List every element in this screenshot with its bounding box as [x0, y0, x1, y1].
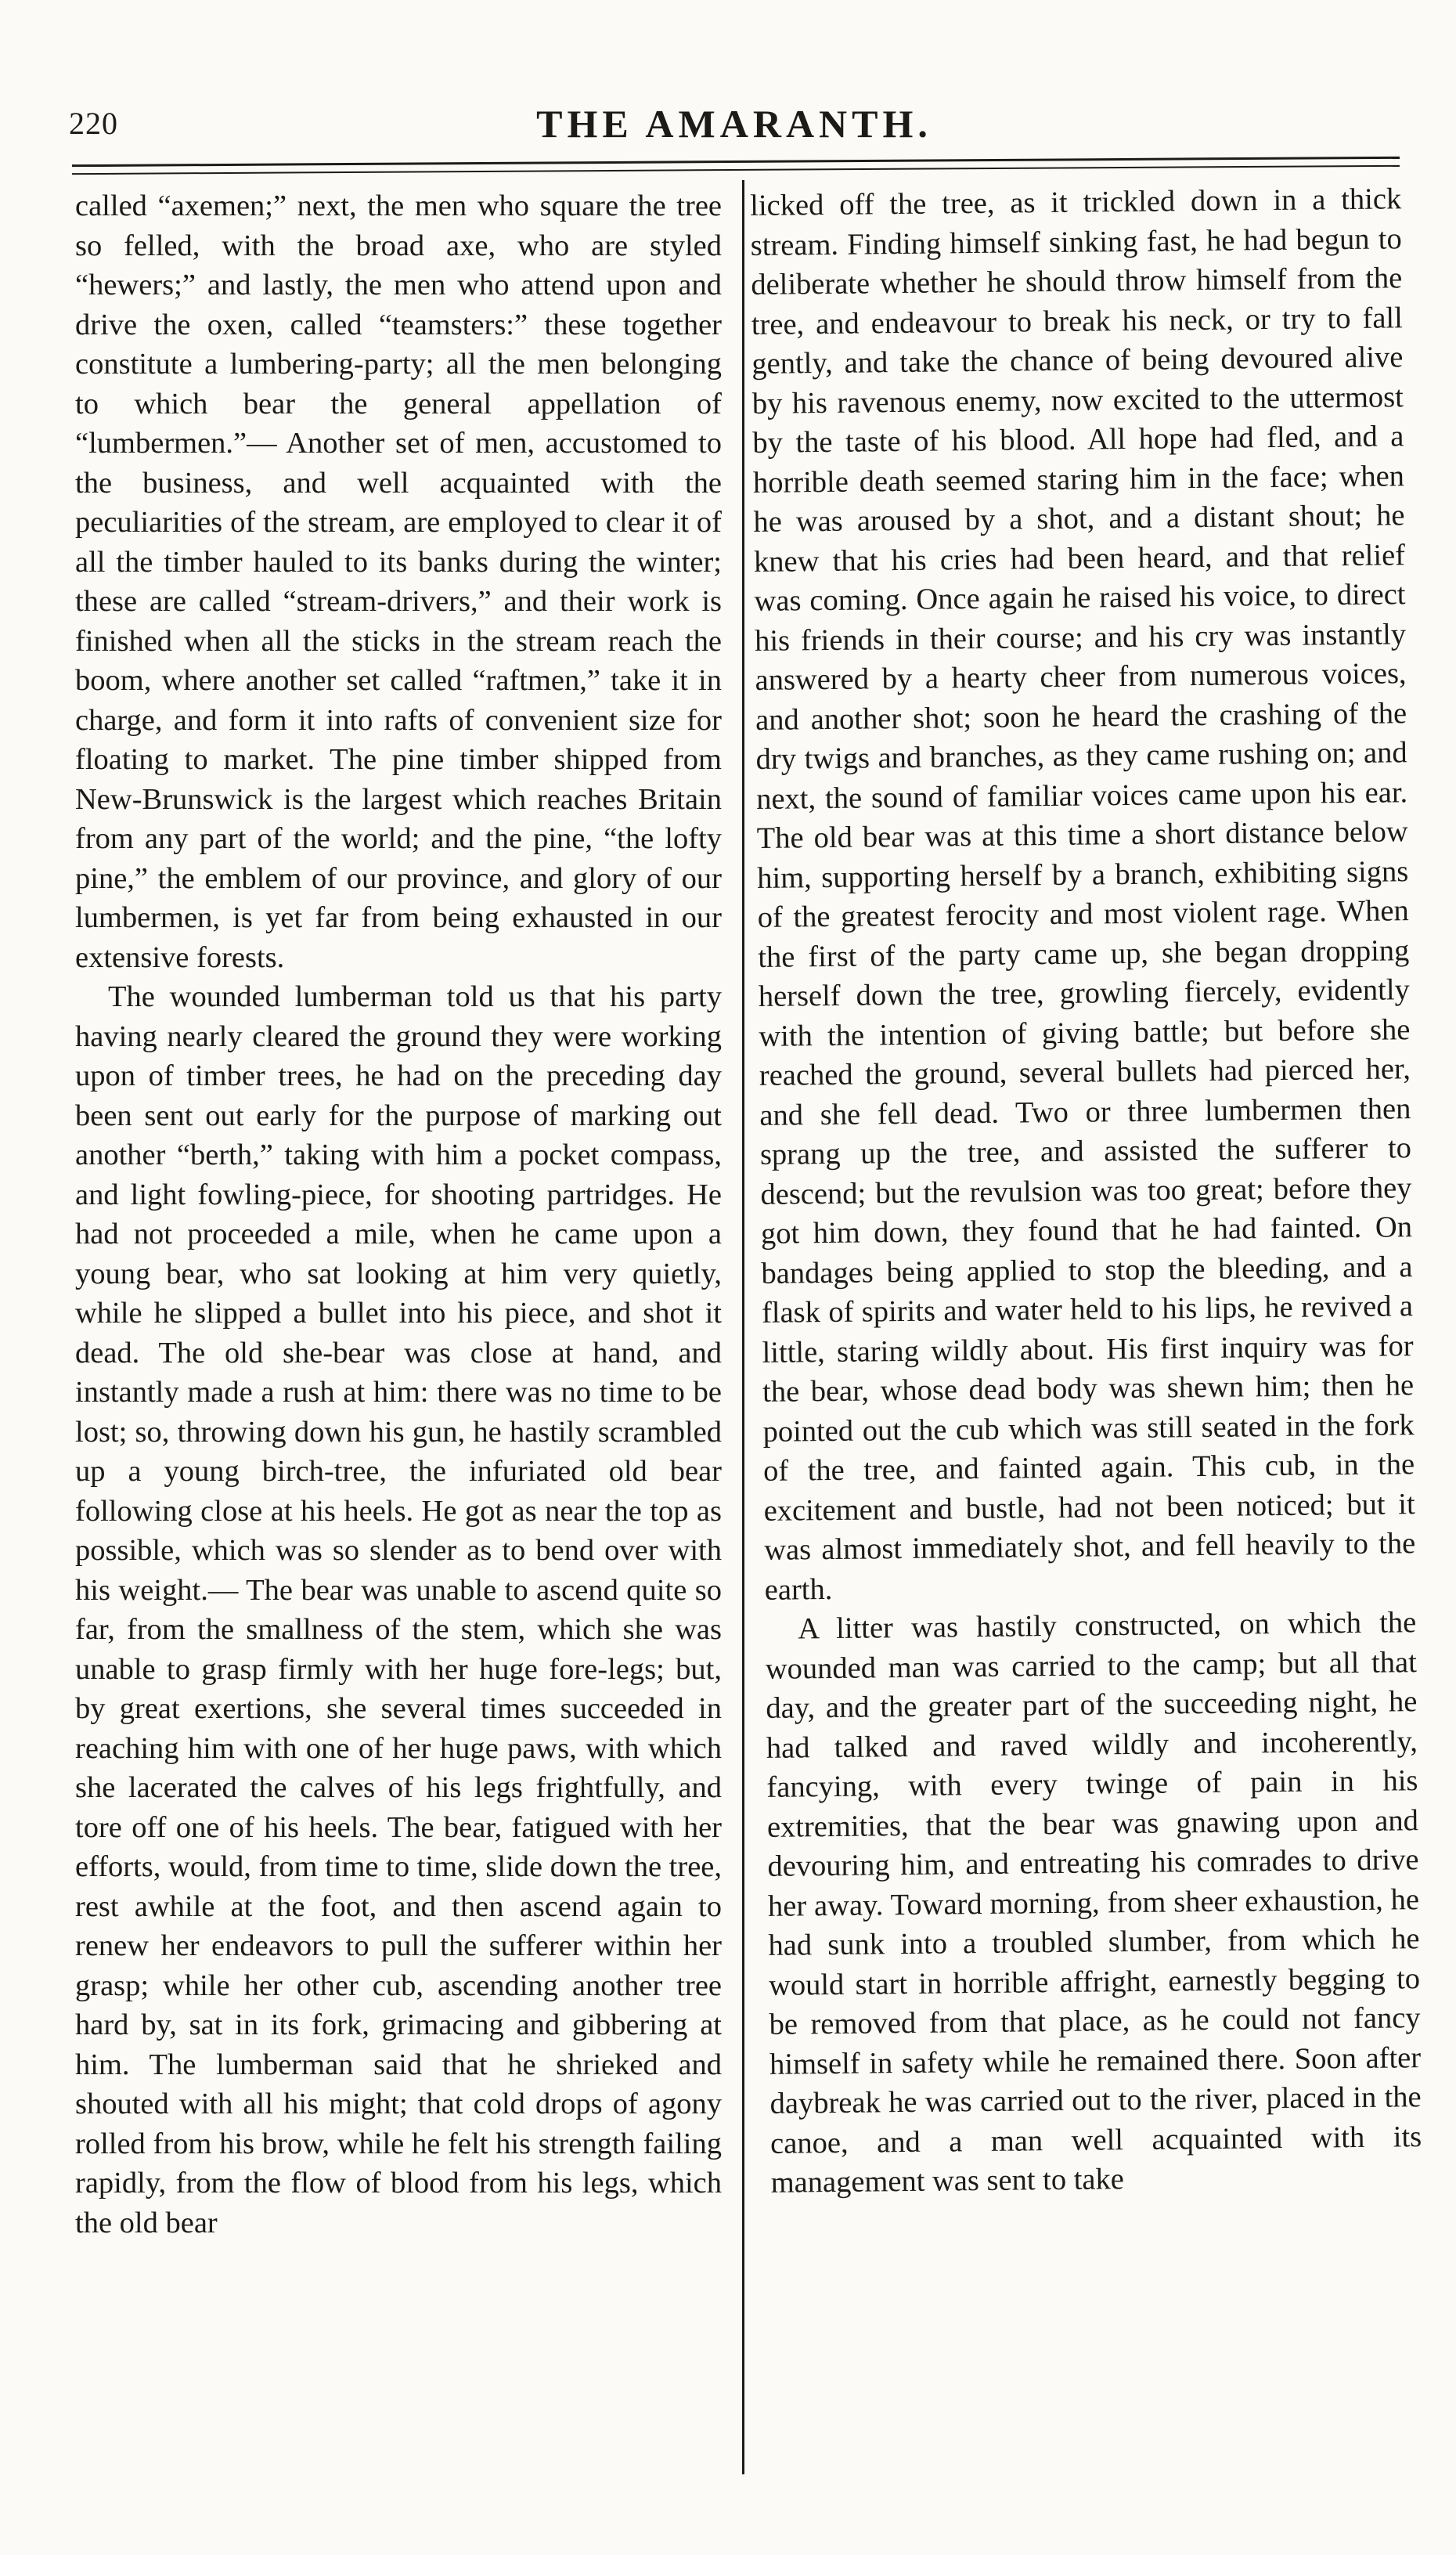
running-title: THE AMARANTH.	[536, 102, 932, 146]
right-column	[750, 179, 1422, 2203]
column-divider	[742, 180, 744, 2474]
paragraph: licked off the tree, as it trickled down in a thick stream. Finding himself sinking fast, he had begun to deliberate whether he should throw himself from the tree, and endeavour to break his neck, or try to fall gently, and take the chance of being devoured alive by his ravenous enemy, now excited to the uttermost by the taste of his blood. All hope had fled, and a horrible death seemed staring him in the face; when he was aroused by a shot, and a distant shout; he knew that his cries had been heard, and that relief was coming. Once again he raised his voice, to direct his friends in their course; and his cry was instantly answered by a hearty cheer from numerous voices, and another shot; soon he heard the crashing of the dry twigs and branches, as they came rushing on; and next, the sound of familiar voices came upon his ear. The old bear was at this time a short distance below him, supporting herself by a branch, exhibiting signs of the greatest ferocity and most violent rage. When the first of the party came up, she began dropping herself down the tree, growling fiercely, evidently with the intention of giving battle; but before she reached the ground, several bullets had pierced her, and she fell dead. Two or three lumbermen then sprang up the tree, and assisted the sufferer to descend; but the revulsion was too great; before they got him down, they found that he had fainted. On bandages being applied to stop the bleeding, and a flask of spirits and water held to his lips, he revived a little, staring wildly about. His first inquiry was for the bear, whose dead body was shewn him; then he pointed out the cub which was still seated in the fork of the tree, and fainted again. This cub, in the excitement and bustle, had not been noticed; but it was almost immediately shot, and fell heavily to the earth.	[750, 182, 1416, 1607]
header-rule-thin	[72, 165, 1400, 175]
header-rule-thick	[72, 157, 1400, 167]
paragraph: The wounded lumberman told us that his party having nearly cleared the ground they were working upon of timber trees, he had on the preceding day been sent out early for the purpose of marking out another “berth,” taking with him a pocket compass, and light fowling-piece, for shooting partridges. He had not proceeded a mile, when he came upon a young bear, who sat looking at him very quietly, while he slipped a bullet into his piece, and shot it dead. The old she-bear was close at hand, and instantly made a rush at him: there was no time to be lost; so, throwing down his gun, he hastily scrambled up a young birch-tree, the infuriated old bear following close at his heels. He got as near the top as possible, which was so slender as to bend over with his weight.— The bear was unable to ascend quite so far, from the smallness of the stem, which she was unable to grasp firmly with her huge fore-legs; but, by great exertions, she several times succeeded in reaching him with one of her huge paws, with which she lacerated the calves of his legs frightfully, and tore off one of his heels. The bear, fatigued with her efforts, would, from time to time, slide down the tree, rest awhile at the foot, and then ascend again to renew her endeavors to pull the sufferer within her grasp; while her other cub, ascending another tree hard by, sat in its fork, grimacing and gibbering at him. The lumberman said that he shrieked and shouted with all his might; that cold drops of agony rolled from his brow, while he felt his strength failing rapidly, from the flow of blood from his legs, which the old bear	[75, 980, 722, 2239]
left-column	[75, 186, 722, 2243]
paragraph: called “axemen;” next, the men who square the tree so felled, with the broad axe, who are styled “hewers;” and lastly, the men who attend upon and drive the oxen, called “teamsters:” these together constitute a lumbering-party; all the men belonging to which bear the general appellation of “lumbermen.”— Another set of men, accustomed to the business, and well acquainted with the peculiarities of the stream, are employed to clear it of all the timber hauled to its banks during the winter; these are called “stream-drivers,” and their work is finished when all the sticks in the stream reach the boom, where another set called “raftmen,” take it in charge, and form it into rafts of convenient size for floating to market. The pine timber shipped from New-Brunswick is the largest which reaches Britain from any part of the world; and the pine, “the lofty pine,” the emblem of our province, and glory of our lumbermen, is yet far from being exhausted in our extensive forests.	[75, 189, 722, 974]
paragraph: A litter was hastily constructed, on which the wounded man was carried to the camp; but all that day, and the greater part of the succeeding night, he had talked and raved wildly and incoherently, fancying, with every twinge of pain in his extremities, that the bear was gnawing upon and devouring him, and entreating his comrades to drive her away. Toward morning, from sheer exhaustion, he had sunk into a troubled slumber, from which he would start in horrible affright, earnestly begging to be removed from that place, as he could not fancy himself in safety while he remained there. Soon after daybreak he was carried out to the river, placed in the canoe, and a man well acquainted with its management was sent to take	[765, 1606, 1422, 2200]
page-number: 220	[69, 106, 118, 141]
page-header	[69, 100, 1400, 155]
